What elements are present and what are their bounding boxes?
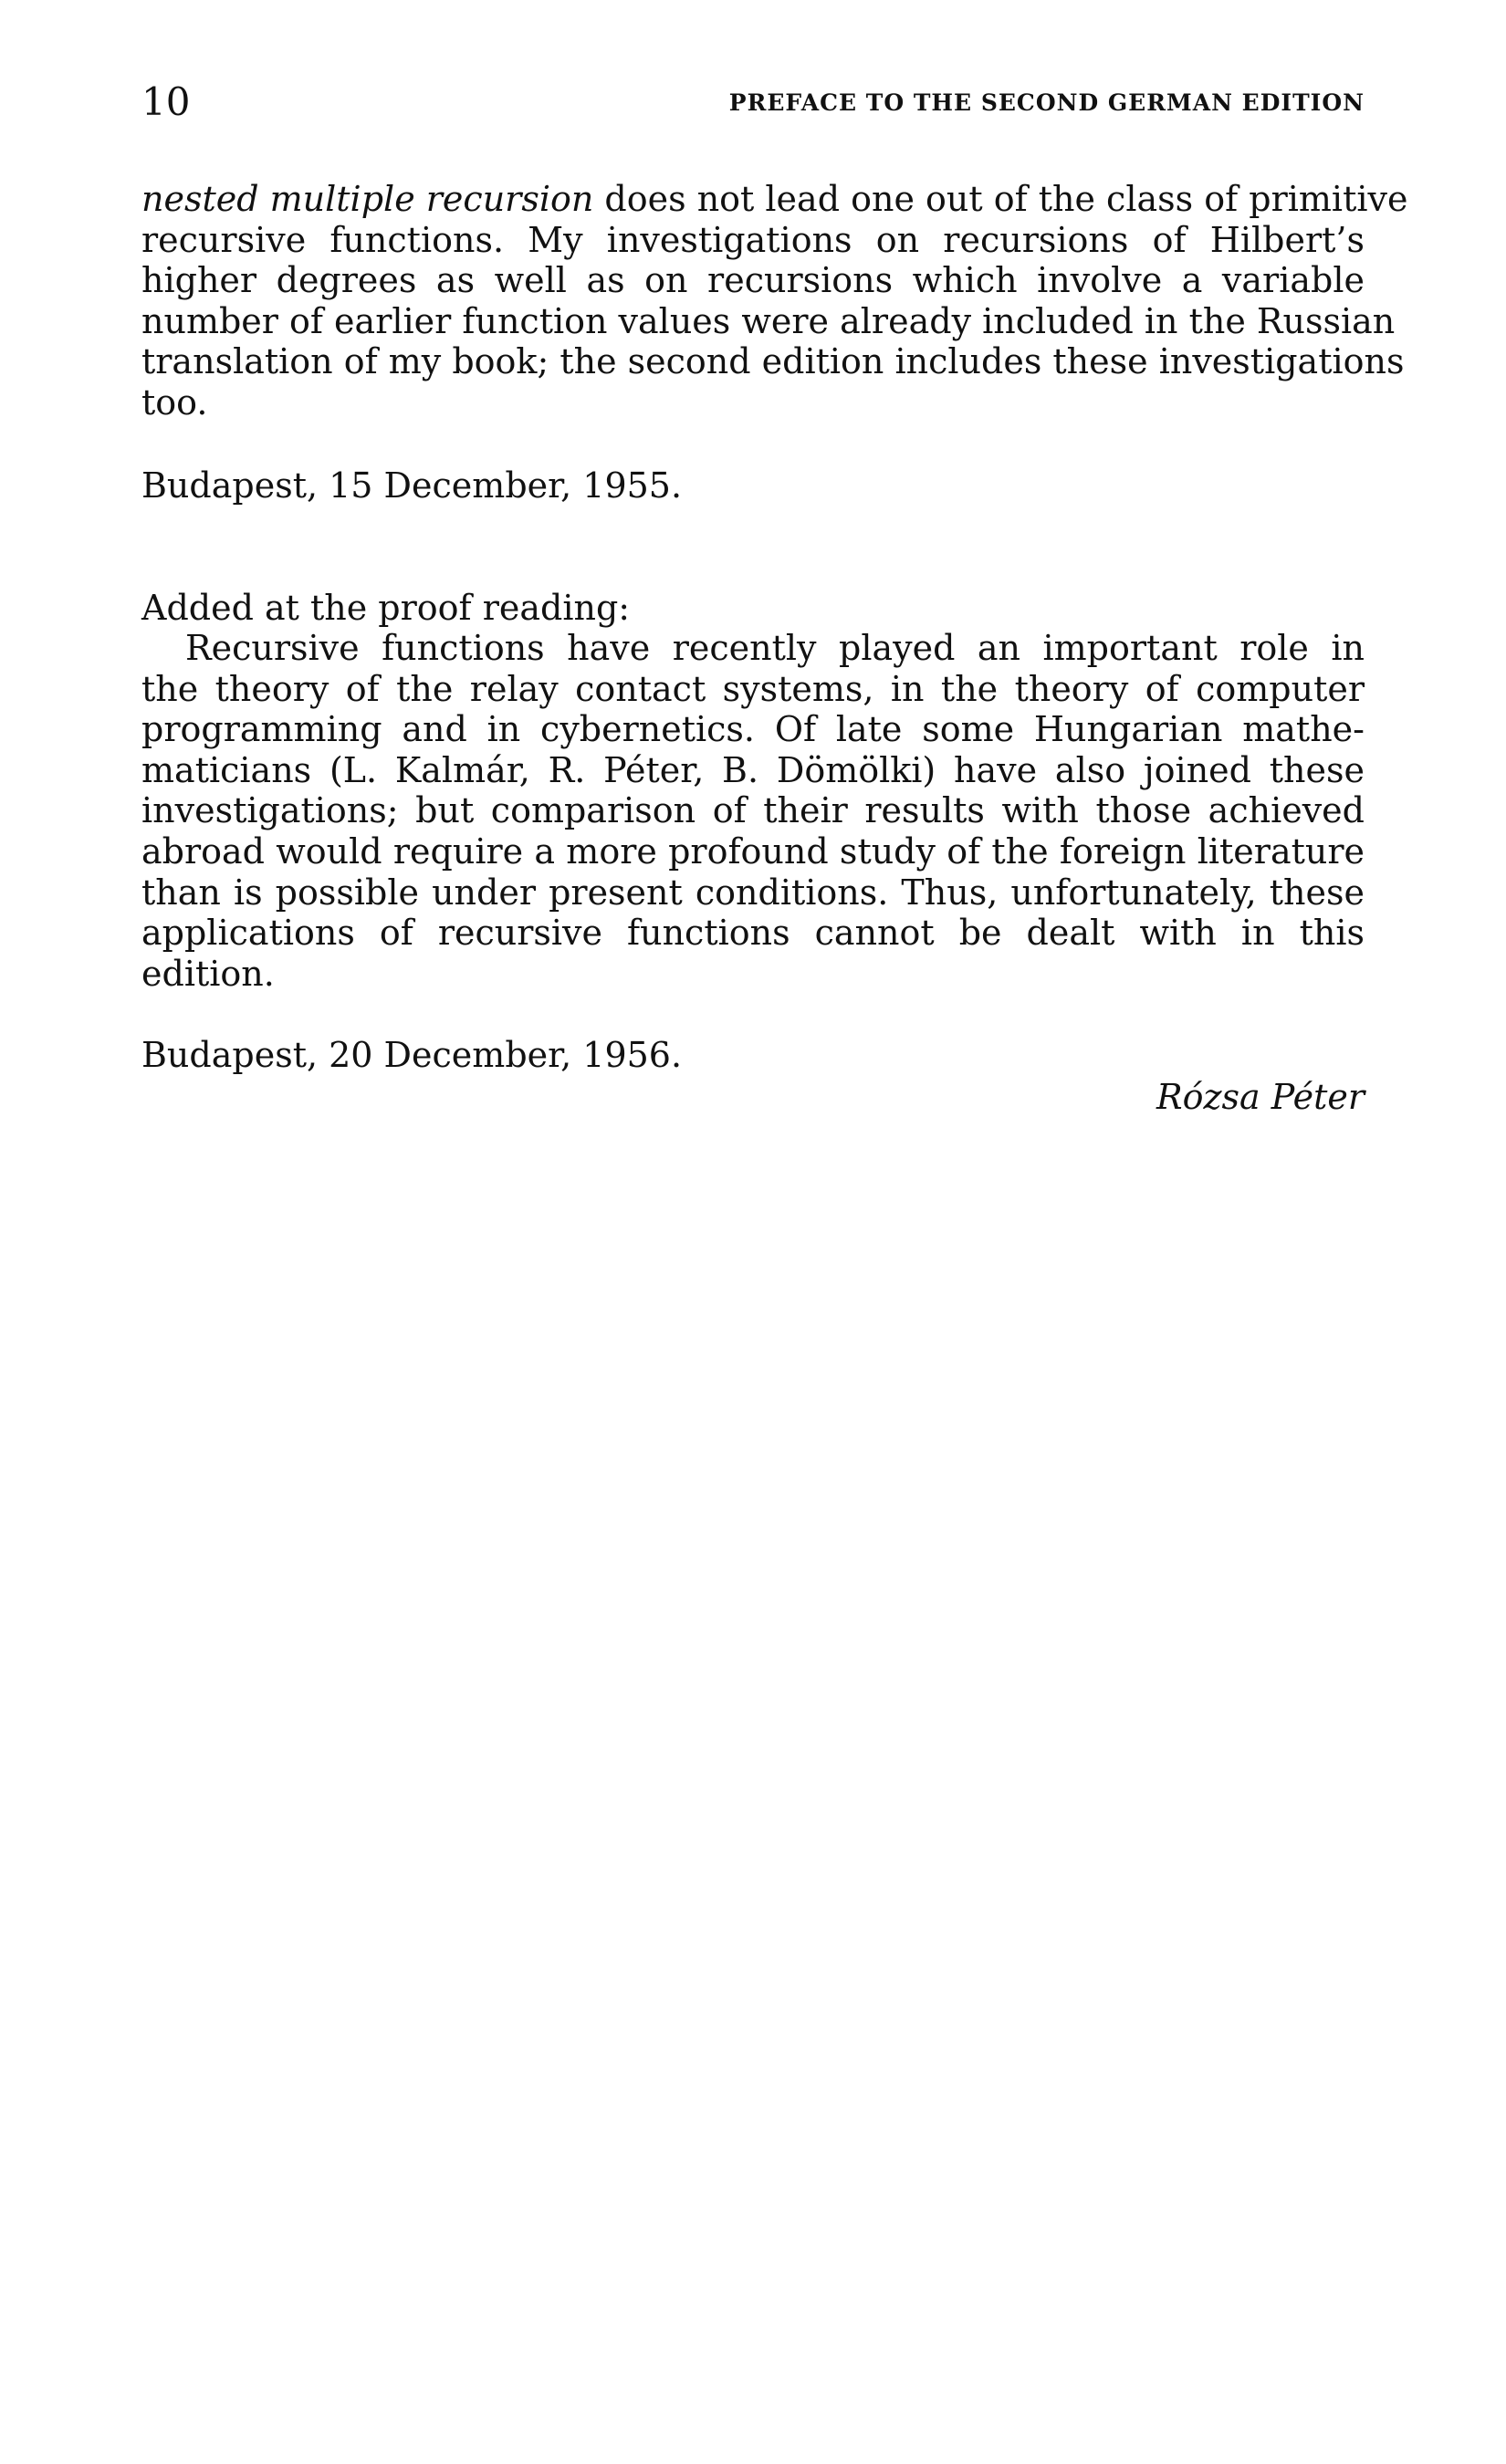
paragraph-line: maticians (L. Kalmár, R. Péter, B. Dömölki) have also joined these — [141, 749, 1365, 790]
addendum-paragraph — [141, 628, 1365, 994]
author-signature: Rózsa Péter — [1156, 1077, 1365, 1117]
date-line-1955: Budapest, 15 December, 1955. — [141, 465, 683, 506]
paragraph-line: number of earlier function values were already included in the Russian — [141, 300, 1396, 341]
paragraph-line: Recursive functions have recently played an important role in — [185, 628, 1365, 668]
paragraph-line: too. — [141, 381, 208, 423]
paragraph-continuation — [141, 179, 1408, 423]
running-head: PREFACE TO THE SECOND GERMAN EDITION — [728, 89, 1365, 116]
paragraph-line: recursive functions. My investigations on recursions of Hilbert’s — [141, 219, 1365, 260]
page-number: 10 — [141, 79, 191, 124]
paragraph-line: than is possible under present conditions. Thus, unfortunately, these — [141, 872, 1365, 913]
paragraph-line: investigations; but comparison of their results with those achieved — [141, 790, 1365, 831]
addendum-heading: Added at the proof reading: — [141, 588, 631, 628]
paragraph-line — [141, 179, 1408, 220]
italic-term: nested multiple recursion — [141, 179, 594, 219]
line-text: does not lead one out of the class of primitive — [593, 179, 1408, 219]
paragraph-line: programming and in cybernetics. Of late some Hungarian mathe- — [141, 709, 1365, 750]
paragraph-line: applications of recursive functions cannot be dealt with in this — [141, 913, 1365, 954]
paragraph-line: translation of my book; the second edition includes these investigations — [141, 341, 1405, 382]
paragraph-line: the theory of the relay contact systems, in the theory of computer — [141, 668, 1365, 709]
date-line-1956: Budapest, 20 December, 1956. — [141, 1035, 683, 1075]
paragraph-line: abroad would require a more profound study of the foreign literature — [141, 830, 1365, 872]
paragraph-line: higher degrees as well as on recursions which involve a variable — [141, 260, 1365, 301]
paragraph-line: edition. — [141, 953, 275, 994]
